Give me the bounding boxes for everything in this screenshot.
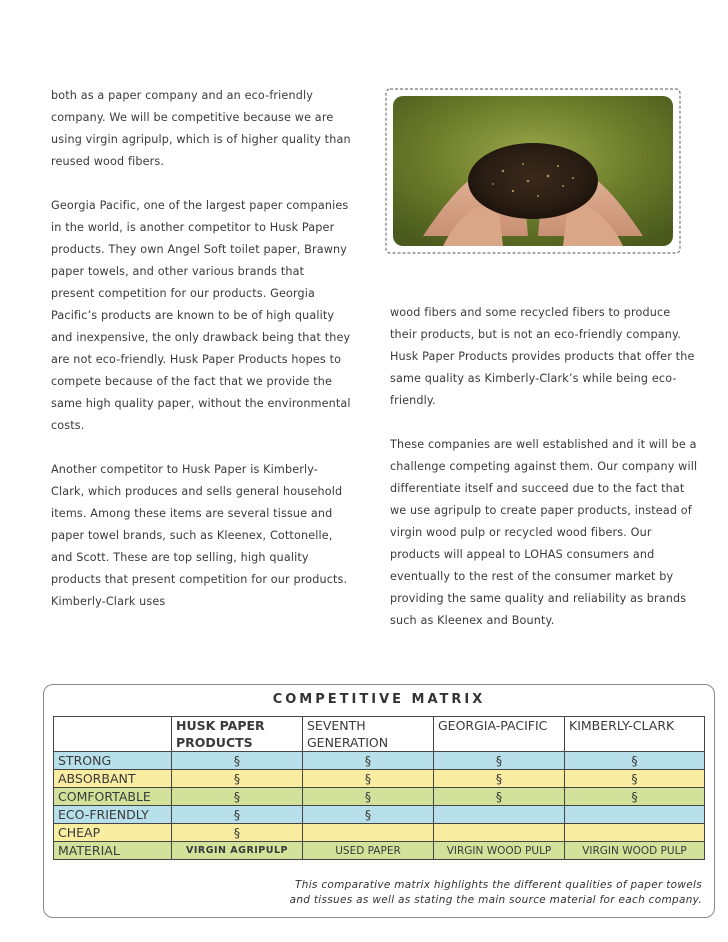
mark-cell: § (172, 770, 303, 788)
row-label: ABSORBANT (54, 770, 172, 788)
material-cell: VIRGIN AGRIPULP (172, 842, 303, 860)
row-label: CHEAP (54, 824, 172, 842)
mark-cell: § (434, 788, 565, 806)
paragraph: Another competitor to Husk Paper is Kimberly-Clark, which produces and sells general household items. Among these items are several tissue and paper towel brands, such as Kleenex, Cottonelle, and Scott. These are top selling, high quality products that present competition for our products. Kimberly-Clark uses (51, 463, 348, 608)
header-empty (54, 717, 172, 752)
caption-line: This comparative matrix highlights the different qualities of paper towels (295, 879, 702, 891)
mark-cell (434, 824, 565, 842)
material-cell: VIRGIN WOOD PULP (434, 842, 565, 860)
matrix-caption (224, 878, 702, 908)
right-text-column (390, 302, 700, 632)
table-row (54, 842, 705, 860)
soil-pile (468, 143, 598, 219)
table-row (54, 770, 705, 788)
header-husk-paper: HUSK PAPER PRODUCTS (172, 717, 303, 752)
material-cell: VIRGIN WOOD PULP (565, 842, 705, 860)
mark-cell (565, 824, 705, 842)
mark-cell: § (303, 770, 434, 788)
mark-cell (565, 806, 705, 824)
table-row (54, 824, 705, 842)
mark-cell: § (303, 806, 434, 824)
mark-cell: § (172, 806, 303, 824)
mark-cell: § (565, 788, 705, 806)
paragraph: wood fibers and some recycled fibers to produce their products, but is not an eco-friendly company. Husk Paper Products provides products that offer the same quality as Kimberly-Clark’s while being eco-friendly. (390, 306, 695, 407)
mark-cell: § (172, 752, 303, 770)
mark-cell: § (434, 752, 565, 770)
mark-cell: § (303, 752, 434, 770)
mark-cell: § (303, 788, 434, 806)
mark-cell (434, 806, 565, 824)
competitive-matrix-table (53, 716, 705, 860)
row-label: STRONG (54, 752, 172, 770)
header-georgia-pacific: GEORGIA-PACIFIC (434, 717, 565, 752)
row-label: MATERIAL (54, 842, 172, 860)
mark-cell: § (565, 770, 705, 788)
paragraph: These companies are well established and it will be a challenge competing against them. Our company will differentiate itself and succeed due to the fact that we use agripulp to create paper products, instead of virgin wood pulp or recycled wood fibers. Our products will appeal to LOHAS consumers and eventually to the rest of the consumer market by providing the same quality and reliability as brands such as Kleenex and Bounty. (390, 438, 698, 627)
header-seventh-generation: SEVENTH GENERATION (303, 717, 434, 752)
table-row (54, 788, 705, 806)
mark-cell: § (172, 824, 303, 842)
table-row (54, 806, 705, 824)
paragraph: both as a paper company and an eco-friendly company. We will be competitive because we are using virgin agripulp, which is of higher quality than reused wood fibers. (51, 89, 351, 168)
header-kimberly-clark: KIMBERLY-CLARK (565, 717, 705, 752)
caption-line: and tissues as well as stating the main source material for each company. (289, 894, 702, 906)
left-text-column (51, 85, 351, 613)
mark-cell: § (172, 788, 303, 806)
row-label: ECO-FRIENDLY (54, 806, 172, 824)
matrix-title: COMPETITIVE MATRIX (272, 692, 486, 707)
competitive-matrix-box (43, 684, 715, 918)
mark-cell: § (565, 752, 705, 770)
row-label: COMFORTABLE (54, 788, 172, 806)
paragraph: Georgia Pacific, one of the largest paper companies in the world, is another competitor to Husk Paper products. They own Angel Soft toilet paper, Brawny paper towels, and other various brands that present competition for our products. Georgia Pacific’s products are known to be of high quality and inexpensive, the only drawback being that they are not eco-friendly. Husk Paper Products hopes to compete because of the fact that we provide the same high quality paper, without the environmental costs. (51, 199, 351, 432)
table-header-row (54, 717, 705, 752)
table-row (54, 752, 705, 770)
material-cell: USED PAPER (303, 842, 434, 860)
mark-cell: § (434, 770, 565, 788)
compost-hands-photo (383, 86, 683, 256)
mark-cell (303, 824, 434, 842)
